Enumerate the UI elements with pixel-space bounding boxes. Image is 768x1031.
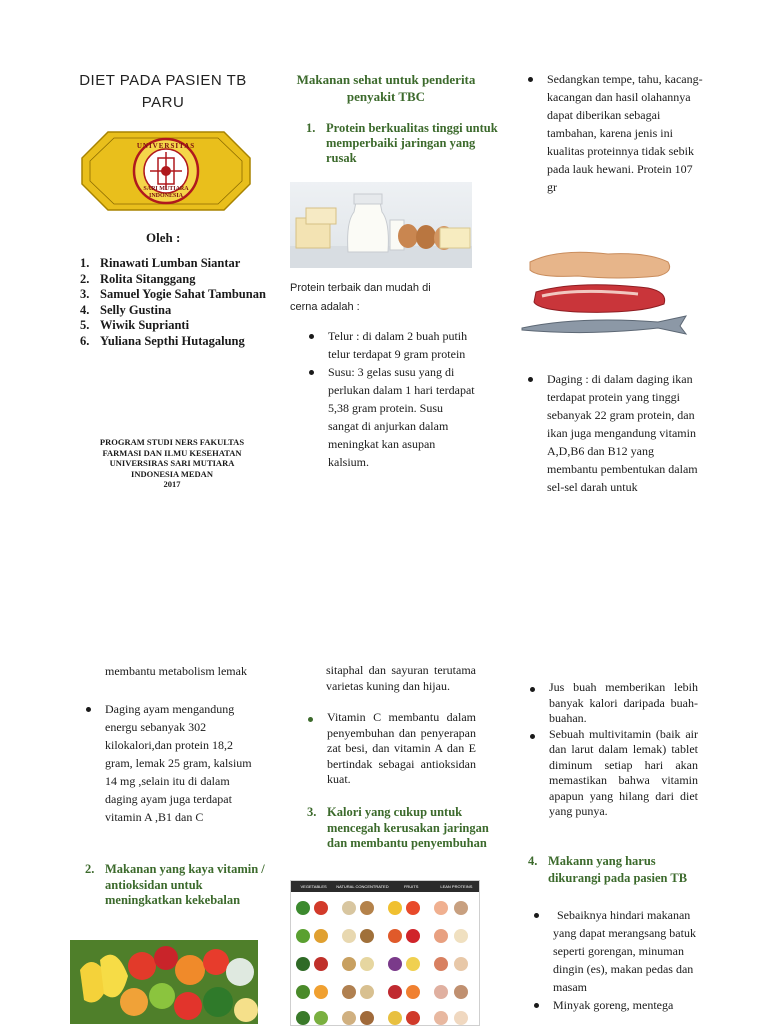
oleh-label: Oleh : (146, 230, 181, 245)
author-item (80, 318, 280, 334)
food-chart-headers (291, 881, 479, 892)
program-line: PROGRAM STUDI NERS FAKULTAS (99, 437, 245, 447)
juice-multivitamin-list (527, 680, 698, 820)
list-item: Daging ayam mengandung energu sebanyak 302 kilokalori,dan protein 18,2 gram, lemak 25 gram, kalsium 14 mg ,selain itu di dalam daging ayam juga terdapat vitamin A ,B1 dan C (83, 700, 263, 826)
fruits-vegetables-photo (70, 940, 258, 1024)
list-item: Sedangkan tempe, tahu, kacang-kacangan dan hasil olahannya dapat diberikan sebagai tambahan, karena jenis ini kualitas proteinnya tidak sebik pada lauk hewani. Protein 107 gr (525, 70, 705, 196)
food-chart-header: LEAN PROTEINS (440, 884, 473, 889)
author-name: Wiwik Suprianti (100, 318, 190, 332)
vitamin-c-list (305, 710, 476, 788)
protein-source-list (306, 327, 476, 471)
food-chart-header: VEGETABLES (300, 884, 327, 889)
dairy-eggs-photo (290, 182, 472, 268)
author-name: Yuliana Septhi Hutagalung (100, 333, 245, 348)
brochure-title: DIET PADA PASIEN TB PARU (79, 72, 247, 111)
list-item: Telur : di dalam 2 buah putih telur terdapat 9 gram protein (306, 327, 476, 363)
logo-bottom-text-2: INDONESIA (148, 193, 183, 199)
chicken-list (83, 700, 263, 826)
author-item (80, 334, 280, 350)
item-4-heading (528, 853, 708, 887)
item-2-heading (85, 862, 275, 909)
food-chart-header: NATURAL CONCENTRATED (336, 884, 389, 889)
food-chart-image (290, 880, 480, 1026)
list-item-text: Sebaiknya hindari makanan yang dapat merangsang batuk seperti gorengan, minuman dingin (es), makan pedas dan masam (553, 908, 696, 994)
list-item: Minyak goreng, mentega (531, 996, 706, 1014)
program-line: FARMASI DAN ILMU KESEHATAN (102, 447, 242, 458)
item-1-text: Protein berkualitas tinggi untuk memperbaiki jaringan yang rusak (326, 121, 498, 165)
list-item: Susu: 3 gelas susu yang di perlukan dalam 1 hari terdapat 5,38 gram protein. Susu sangat di anjurkan dalam meningkat kan asupan kalsium. (306, 363, 476, 471)
logo-top-text: UNIVERSITAS (136, 142, 196, 150)
continued-text: sitaphal dan sayuran terutama varietas kuning dan hijau. (326, 663, 476, 693)
author-number: 3. (80, 287, 90, 301)
item-2-number: 2. (85, 862, 95, 876)
author-name: Samuel Yogie Sahat Tambunan (100, 287, 266, 301)
author-number: 5. (80, 318, 90, 332)
meat-fish-photo (518, 246, 690, 336)
list-item: Vitamin C membantu dalam penyembuhan dan penyerapan zat besi, dan vitamin A dan E bertindak sebagai antioksidan kuat. (305, 710, 476, 788)
author-name: Selly Gustina (100, 302, 172, 317)
author-number: 1. (80, 256, 90, 270)
author-name: Rinawati Lumban Siantar (100, 256, 241, 270)
item-2-text: Makanan yang kaya vitamin / antioksidan untuk meningkatkan kekebalan (105, 862, 265, 907)
author-number: 4. (80, 302, 90, 317)
author-name: Rolita Sitanggang (100, 271, 196, 286)
author-item (80, 256, 280, 272)
item-1-number: 1. (306, 121, 316, 135)
item-4-text: Makann yang harus dikurangi pada pasien TB (548, 854, 688, 885)
author-item (80, 272, 280, 288)
author-item (80, 303, 280, 319)
logo-bottom-text-1: SARI MUTIARA (143, 186, 189, 192)
program-line: UNIVERSIRAS SARI MUTIARA (109, 458, 235, 468)
avoid-food-list (531, 906, 706, 1014)
authors-list (80, 256, 280, 349)
section-heading: Makanan sehat untuk penderita penyakit TBC (296, 72, 476, 104)
tempe-list (525, 70, 705, 196)
author-number: 2. (80, 271, 90, 286)
item-3-heading (307, 805, 497, 852)
protein-intro: Protein terbaik dan mudah di cerna adalah : (290, 282, 431, 313)
daging-list (525, 370, 705, 496)
continued-text: membantu metabolism lemak (105, 664, 247, 678)
author-item (80, 287, 280, 303)
list-item: Sebuah multivitamin (baik air dan larut dalam lemak) tablet diminum setiap hari akan memastikan bahwa vitamin apapun yang hilang dari diet yang punya. (527, 727, 698, 820)
list-item (531, 906, 706, 996)
program-info (72, 437, 272, 490)
program-line: 2017 (163, 479, 181, 489)
program-line: INDONESIA MEDAN (131, 468, 213, 479)
list-item: Daging : di dalam daging ikan terdapat protein yang tinggi sebanyak 22 gram protein, dan ikan juga mengandung vitamin A,D,B6 dan B12 yang membantu pembentukan dalam sel-sel darah untuk (525, 370, 705, 496)
university-logo (80, 128, 252, 214)
item-1-heading (306, 121, 506, 166)
item-3-text: Kalori yang cukup untuk mencegah kerusakan jaringan dan membantu penyembuhan (327, 805, 489, 850)
item-3-number: 3. (307, 805, 317, 819)
author-number: 6. (80, 333, 90, 348)
item-4-number: 4. (528, 854, 538, 868)
list-item: Jus buah memberikan lebih banyak kalori daripada buah-buahan. (527, 680, 698, 727)
food-chart-header: FRUITS (403, 884, 419, 889)
